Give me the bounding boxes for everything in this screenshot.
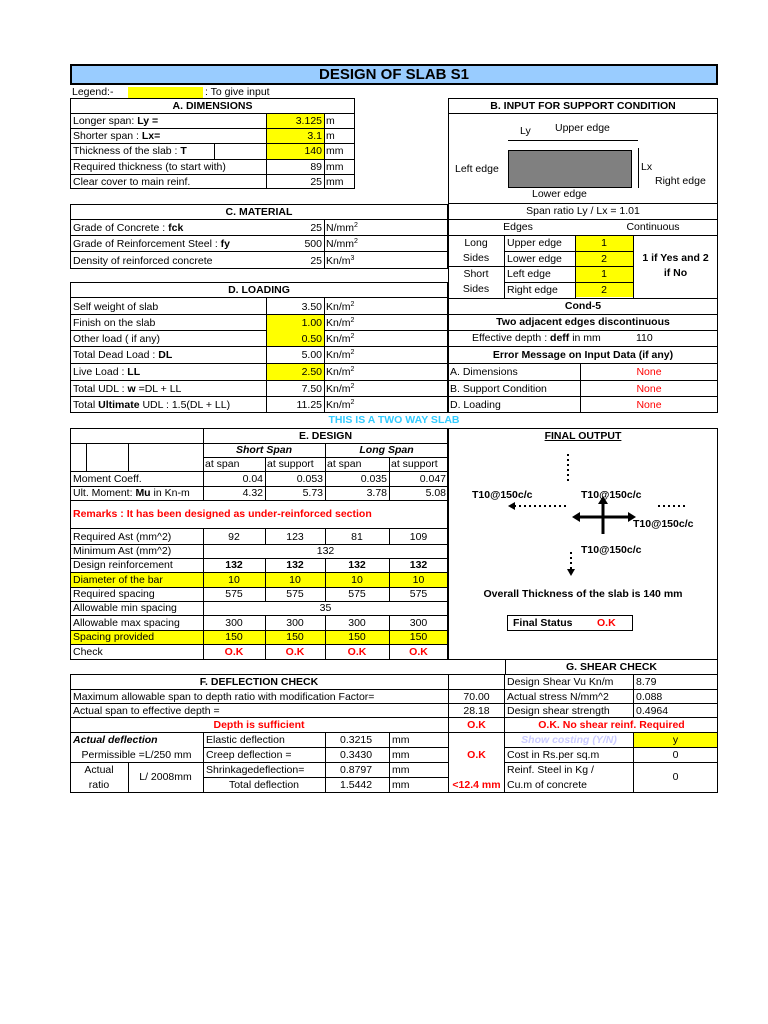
- shear-header: G. SHEAR CHECK: [565, 661, 657, 673]
- elastic-deflection: Elastic deflection: [206, 734, 285, 746]
- show-costing-input[interactable]: y: [672, 734, 679, 746]
- continuous-header: Continuous: [626, 221, 680, 233]
- bar-diameter-long-support[interactable]: 10: [412, 574, 425, 586]
- spacing-provided: Spacing provided: [73, 631, 155, 643]
- span-ratio: Span ratio Ly / Lx = 1.01: [526, 205, 640, 217]
- cross-left-arrow: [572, 512, 580, 522]
- design-remarks: Remarks : It has been designed as under-reinforced section: [73, 508, 372, 520]
- design-shear-label: Design Shear Vu Kn/m: [507, 676, 614, 688]
- load-other: Other load ( if any): [73, 333, 160, 345]
- dim-lx-value[interactable]: 3.1: [307, 130, 322, 142]
- effective-depth-value: 110: [636, 332, 653, 344]
- depth-status: Depth is sufficient: [213, 719, 305, 731]
- design-reinforcement: Design reinforcement: [73, 559, 173, 571]
- load-live-value[interactable]: 2.50: [301, 366, 322, 378]
- diagram-ly-label: Ly: [520, 125, 531, 137]
- spacing-long-support[interactable]: 150: [409, 631, 428, 643]
- error-header: Error Message on Input Data (if any): [492, 349, 674, 361]
- page-title: DESIGN OF SLAB S1: [318, 66, 470, 83]
- edge-lower-value[interactable]: 2: [601, 253, 607, 265]
- material-header: C. MATERIAL: [225, 206, 293, 218]
- legend-label: Legend:-: [72, 86, 114, 98]
- load-live: Live Load : LL: [73, 366, 141, 378]
- bottom-arrow-head: [567, 569, 575, 576]
- permissible-label: Permissible =L/250 mm: [81, 749, 192, 761]
- edge-upper-value[interactable]: 1: [601, 237, 607, 249]
- final-output-header: FINAL OUTPUT: [544, 430, 622, 442]
- ult-moment-label: Ult. Moment: Mu in Kn-m: [73, 487, 190, 499]
- load-dead: Total Dead Load : DL: [73, 349, 173, 361]
- slab-rectangle: [508, 150, 632, 188]
- dim-ly-value[interactable]: 3.125: [295, 115, 322, 127]
- show-costing-label: Show costing (Y/N): [521, 734, 617, 746]
- legend-text: : To give input: [205, 86, 270, 98]
- final-status-label: Final Status: [513, 617, 573, 629]
- max-ratio-label: Maximum allowable span to depth ratio with modification Factor=: [73, 691, 375, 703]
- edge-left-value[interactable]: 1: [601, 268, 607, 280]
- material-steel: Grade of Reinforcement Steel : fy: [73, 238, 231, 250]
- required-spacing: Required spacing: [73, 588, 155, 600]
- dim-row-ly: Longer span: Ly =: [73, 115, 159, 127]
- load-finish-value[interactable]: 1.00: [301, 317, 322, 329]
- total-deflection: Total deflection: [228, 779, 300, 791]
- load-finish: Finish on the slab: [73, 317, 156, 329]
- error-dimensions: A. Dimensions: [450, 366, 518, 378]
- dimensions-header: A. DIMENSIONS: [172, 100, 253, 112]
- creep-deflection: Creep deflection =: [206, 749, 292, 761]
- steel-value: 0: [672, 771, 679, 783]
- design-header: E. DESIGN: [298, 430, 353, 442]
- bar-label-bottom: T10@150c/c: [581, 544, 642, 556]
- material-concrete: Grade of Concrete : fck: [73, 222, 184, 234]
- load-other-value[interactable]: 0.50: [301, 333, 322, 345]
- reinforcement-diagram: [448, 444, 718, 584]
- dim-row-lx: Shorter span : Lx=: [73, 130, 161, 142]
- l-ratio: L/ 2008mm: [139, 771, 192, 783]
- actual-stress-value: 0.088: [636, 691, 663, 703]
- minimum-ast: Minimum Ast (mm^2): [73, 545, 172, 557]
- bar-diameter: Diameter of the bar: [73, 574, 163, 586]
- bar-label-left: T10@150c/c: [472, 489, 533, 501]
- diagram-ly-dimension: [508, 140, 638, 141]
- overall-thickness: Overall Thickness of the slab is 140 mm: [483, 588, 683, 600]
- final-status-value: O.K: [597, 617, 616, 629]
- allowable-max-spacing: Allowable max spacing: [73, 617, 180, 629]
- shear-status: O.K. No shear reinf. Required: [538, 719, 685, 731]
- diagram-right-label: Right edge: [655, 175, 706, 187]
- legend-swatch: [128, 87, 203, 98]
- spacing-short-span[interactable]: 150: [225, 631, 243, 643]
- max-ratio-value: 70.00: [463, 691, 490, 703]
- short-sides-label: Short Sides: [462, 268, 490, 295]
- load-ultimate: Total Ultimate UDL : 1.5(DL + LL): [73, 399, 231, 411]
- allowable-min-spacing: Allowable min spacing: [73, 602, 177, 614]
- loading-header: D. LOADING: [228, 284, 290, 296]
- shear-strength-value: 0.4964: [636, 705, 669, 717]
- dim-thickness-value[interactable]: 140: [304, 145, 322, 157]
- bar-diameter-long-span[interactable]: 10: [351, 574, 363, 586]
- dim-row-thickness: Thickness of the slab : T: [73, 145, 187, 157]
- edge-lower: Lower edge: [507, 253, 562, 265]
- effective-depth: Effective depth : deff in mm: [472, 332, 601, 344]
- actual-stress-label: Actual stress N/mm^2: [507, 691, 609, 703]
- edge-right: Right edge: [507, 284, 558, 296]
- diagram-upper-label: Upper edge: [555, 122, 610, 134]
- edge-left: Left edge: [507, 268, 551, 280]
- bar-diameter-short-support[interactable]: 10: [289, 574, 301, 586]
- diagram-lx-label: Lx: [641, 161, 653, 173]
- actual-deflection-label: Actual deflection: [73, 734, 158, 746]
- support-note: 1 if Yes and 2 if No: [642, 252, 709, 279]
- actual-ratio-text: Actual ratio: [84, 764, 114, 791]
- bar-label-right: T10@150c/c: [633, 518, 694, 530]
- spacing-long-span[interactable]: 150: [348, 631, 366, 643]
- error-support: B. Support Condition: [450, 383, 547, 395]
- deflection-ok: O.K: [467, 749, 486, 761]
- deflection-limit: <12.4 mm: [452, 779, 501, 791]
- dim-row-cover: Clear cover to main reinf.: [73, 176, 191, 188]
- cost-label: Cost in Rs.per sq.m: [507, 749, 600, 761]
- load-total-udl: Total UDL : w =DL + LL: [73, 383, 182, 395]
- actual-ratio-label: Actual span to effective depth =: [73, 705, 220, 717]
- shrinkage-deflection: Shrinkagedeflection=: [206, 764, 305, 776]
- design-shear-value: 8.79: [636, 676, 657, 688]
- left-arrow-head: [508, 502, 515, 510]
- load-self-weight: Self weight of slab: [73, 301, 159, 313]
- moment-coeff-label: Moment Coeff.: [73, 473, 142, 485]
- shear-strength-label: Design shear strength: [507, 705, 610, 717]
- diagram-lower-label: Lower edge: [532, 188, 587, 200]
- deflection-header: F. DEFLECTION CHECK: [199, 676, 319, 688]
- dim-row-required-thickness: Required thickness (to start with): [73, 161, 226, 173]
- long-sides-label: Long Sides: [462, 237, 490, 264]
- edge-upper: Upper edge: [507, 237, 562, 249]
- edge-right-value[interactable]: 2: [601, 284, 607, 296]
- two-way-note: THIS IS A TWO WAY SLAB: [328, 414, 460, 426]
- short-span-header: Short Span: [235, 444, 292, 456]
- error-loading: D. Loading: [450, 399, 501, 411]
- spacing-short-support[interactable]: 150: [286, 631, 304, 643]
- condition-description: Two adjacent edges discontinuous: [496, 316, 670, 328]
- cost-value: 0: [672, 749, 679, 761]
- bar-diameter-short-span[interactable]: 10: [228, 574, 240, 586]
- diagram-lx-dimension: [638, 148, 639, 188]
- condition-label: Cond-5: [564, 300, 602, 312]
- required-ast: Required Ast (mm^2): [73, 531, 172, 543]
- steel-label: Reinf. Steel in Kg / Cu.m of concrete: [507, 764, 594, 791]
- depth-ok: O.K: [467, 719, 486, 731]
- check-row: Check: [73, 646, 103, 658]
- long-span-header: Long Span: [359, 444, 414, 456]
- material-density: Density of reinforced concrete: [73, 255, 213, 267]
- actual-ratio-value: 28.18: [463, 705, 490, 717]
- bar-label-center: T10@150c/c: [581, 489, 642, 501]
- support-header: B. INPUT FOR SUPPORT CONDITION: [490, 100, 676, 112]
- diagram-left-label: Left edge: [455, 163, 499, 175]
- edges-header: Edges: [503, 221, 533, 233]
